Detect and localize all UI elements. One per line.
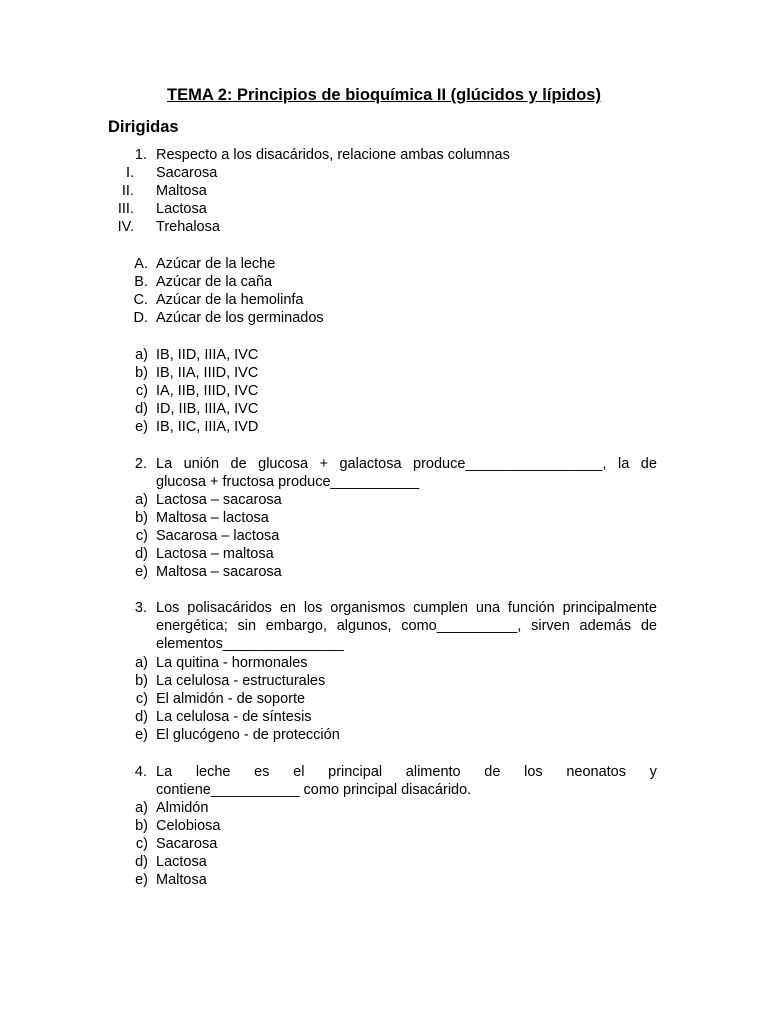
item-text: IB, IIA, IIID, IVC bbox=[156, 365, 259, 382]
answer-option bbox=[0, 418, 768, 436]
item-marker: b) bbox=[135, 365, 148, 382]
word: produce_________________, bbox=[413, 456, 607, 472]
item-text: Sacarosa bbox=[156, 165, 218, 182]
word: en bbox=[279, 600, 296, 616]
question-3-stem-cont bbox=[0, 635, 768, 653]
item-text: Maltosa bbox=[156, 872, 207, 889]
item-text: Respecto a los disacáridos, relacione ambas columnas bbox=[156, 147, 510, 163]
item-marker: I. bbox=[125, 165, 134, 182]
item-text: Maltosa – sacarosa bbox=[156, 564, 282, 581]
item-text: elementos_______________ bbox=[156, 636, 344, 653]
item-marker: II. bbox=[121, 183, 134, 200]
item-marker: e) bbox=[135, 872, 148, 889]
answer-option bbox=[0, 672, 768, 690]
word: y bbox=[649, 764, 657, 780]
item-text: contiene___________ como principal disacárido. bbox=[156, 782, 472, 799]
item-text: Lactosa bbox=[156, 854, 207, 871]
item-text: La celulosa - estructurales bbox=[156, 673, 326, 690]
word: energética; bbox=[156, 618, 228, 635]
item-marker: a) bbox=[135, 800, 148, 816]
question-3-stem-cont bbox=[0, 617, 768, 635]
question-2-stem-cont bbox=[0, 473, 768, 491]
item-text: IB, IIC, IIIA, IVD bbox=[156, 419, 259, 436]
question-2-stem bbox=[0, 455, 768, 473]
item-marker: C. bbox=[133, 292, 148, 309]
word: La bbox=[156, 456, 173, 472]
item-marker: e) bbox=[135, 727, 148, 744]
word: como__________, bbox=[401, 618, 522, 635]
word: la bbox=[618, 456, 630, 472]
word: de bbox=[484, 764, 501, 780]
item-marker: 4. bbox=[134, 764, 147, 780]
word: Los bbox=[156, 600, 180, 616]
page-title: TEMA 2: Principios de bioquímica II (glúcidos y lípidos) bbox=[167, 86, 601, 104]
item-marker: A. bbox=[134, 256, 148, 272]
item-text: IA, IIB, IIID, IVC bbox=[156, 383, 259, 400]
item-text: Azúcar de los germinados bbox=[156, 310, 324, 327]
item-text: La quitina - hormonales bbox=[156, 655, 308, 671]
answer-option bbox=[0, 364, 768, 382]
word: de bbox=[230, 456, 247, 472]
word: sin bbox=[237, 618, 257, 635]
answer-option bbox=[0, 545, 768, 563]
word: función bbox=[507, 600, 555, 616]
answer-option bbox=[0, 799, 768, 817]
word: el bbox=[293, 764, 305, 780]
answer-option bbox=[0, 346, 768, 364]
word: neonatos bbox=[566, 764, 626, 780]
answer-option bbox=[0, 726, 768, 744]
word: es bbox=[254, 764, 270, 780]
item-text: Sacarosa – lactosa bbox=[156, 528, 280, 545]
answer-option bbox=[0, 853, 768, 871]
word: una bbox=[475, 600, 501, 616]
answer-option bbox=[0, 654, 768, 672]
item-text: glucosa + fructosa produce___________ bbox=[156, 474, 420, 491]
word: + bbox=[319, 456, 329, 472]
answer-option bbox=[0, 835, 768, 853]
letter-item bbox=[0, 255, 768, 273]
justified-text bbox=[156, 599, 657, 617]
item-text: ID, IIB, IIIA, IVC bbox=[156, 401, 259, 418]
word: organismos bbox=[330, 600, 406, 616]
letter-item bbox=[0, 273, 768, 291]
item-text: El almidón - de soporte bbox=[156, 691, 306, 708]
item-text: Maltosa – lactosa bbox=[156, 510, 269, 527]
word: alimento bbox=[405, 764, 461, 780]
item-marker: c) bbox=[135, 383, 148, 400]
answer-option bbox=[0, 708, 768, 726]
word: principalmente bbox=[562, 600, 657, 616]
item-marker: d) bbox=[135, 546, 148, 563]
question-1-stem bbox=[0, 146, 768, 164]
roman-item bbox=[0, 182, 768, 200]
section-heading: Dirigidas bbox=[108, 118, 179, 136]
answer-option bbox=[0, 491, 768, 509]
justified-text bbox=[156, 617, 657, 635]
question-4-stem-cont bbox=[0, 781, 768, 799]
word: de bbox=[640, 456, 657, 472]
item-text: Azúcar de la caña bbox=[156, 274, 273, 291]
word: además bbox=[579, 618, 632, 635]
answer-option bbox=[0, 817, 768, 835]
word: los bbox=[303, 600, 323, 616]
roman-item bbox=[0, 200, 768, 218]
word: de bbox=[640, 618, 657, 635]
item-text: Azúcar de la hemolinfa bbox=[156, 292, 304, 309]
item-text: Maltosa bbox=[156, 183, 207, 200]
item-text: IB, IID, IIIA, IVC bbox=[156, 347, 259, 363]
item-marker: a) bbox=[135, 347, 148, 363]
word: La bbox=[156, 764, 173, 780]
question-3-stem bbox=[0, 599, 768, 617]
word: algunos, bbox=[336, 618, 392, 635]
item-marker: e) bbox=[135, 419, 148, 436]
word: sirven bbox=[531, 618, 570, 635]
item-marker: b) bbox=[135, 673, 148, 690]
word: glucosa bbox=[258, 456, 309, 472]
item-text: Sacarosa bbox=[156, 836, 218, 853]
item-marker: d) bbox=[135, 709, 148, 726]
word: polisacáridos bbox=[187, 600, 272, 616]
item-text: El glucógeno - de protección bbox=[156, 727, 340, 744]
item-marker: 1. bbox=[134, 147, 147, 163]
item-marker: III. bbox=[117, 201, 134, 218]
word: leche bbox=[195, 764, 231, 780]
item-text: Trehalosa bbox=[156, 219, 220, 236]
answer-option bbox=[0, 690, 768, 708]
item-text: Celobiosa bbox=[156, 818, 221, 835]
word: galactosa bbox=[339, 456, 402, 472]
answer-option bbox=[0, 509, 768, 527]
word: cumplen bbox=[413, 600, 468, 616]
item-marker: d) bbox=[135, 854, 148, 871]
item-marker: c) bbox=[135, 691, 148, 708]
item-text: Lactosa bbox=[156, 201, 207, 218]
item-text: Lactosa – sacarosa bbox=[156, 492, 282, 508]
answer-option bbox=[0, 563, 768, 581]
word: unión bbox=[183, 456, 220, 472]
item-text: La celulosa - de síntesis bbox=[156, 709, 312, 726]
item-marker: a) bbox=[135, 655, 148, 671]
answer-option bbox=[0, 400, 768, 418]
justified-text bbox=[156, 763, 657, 781]
letter-item bbox=[0, 291, 768, 309]
item-marker: b) bbox=[135, 510, 148, 527]
item-marker: c) bbox=[135, 836, 148, 853]
item-text: Azúcar de la leche bbox=[156, 256, 276, 272]
item-marker: D. bbox=[133, 310, 148, 327]
item-marker: e) bbox=[135, 564, 148, 581]
item-marker: c) bbox=[135, 528, 148, 545]
roman-item bbox=[0, 164, 768, 182]
word: embargo, bbox=[265, 618, 327, 635]
answer-option bbox=[0, 382, 768, 400]
answer-option bbox=[0, 527, 768, 545]
letter-item bbox=[0, 309, 768, 327]
question-4-stem bbox=[0, 763, 768, 781]
justified-text bbox=[156, 455, 657, 473]
item-marker: IV. bbox=[117, 219, 134, 236]
answer-option bbox=[0, 871, 768, 889]
item-marker: 2. bbox=[134, 456, 147, 472]
item-marker: 3. bbox=[134, 600, 147, 616]
word: principal bbox=[328, 764, 383, 780]
item-marker: B. bbox=[134, 274, 148, 291]
item-text: Lactosa – maltosa bbox=[156, 546, 274, 563]
item-marker: d) bbox=[135, 401, 148, 418]
word: los bbox=[524, 764, 543, 780]
item-marker: b) bbox=[135, 818, 148, 835]
roman-item bbox=[0, 218, 768, 236]
item-text: Almidón bbox=[156, 800, 209, 816]
item-marker: a) bbox=[135, 492, 148, 508]
